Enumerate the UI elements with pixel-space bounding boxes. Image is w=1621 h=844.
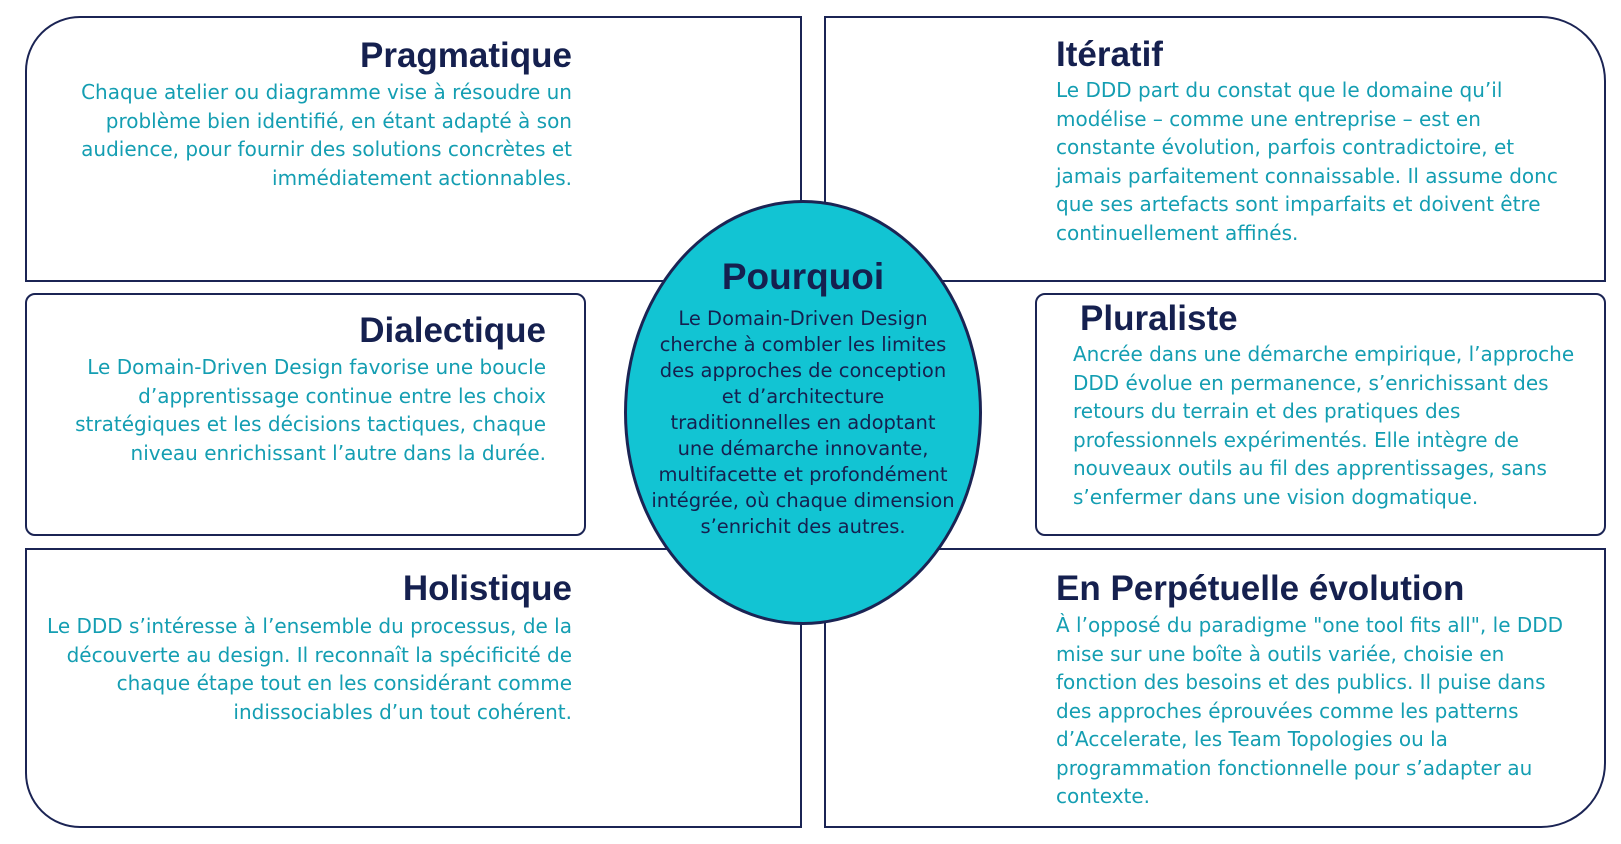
center-title: Pourquoi xyxy=(721,256,885,297)
dialectique-title: Dialectique xyxy=(359,311,546,350)
iteratif-text: Le DDD part du constat que le domaine qu’il modélise – comme une entreprise – est en constante évolution, parfois contradictoire, et jamais parfaitement connaissable. Il assume donc que ses artefacts sont imparfaits et doivent être continuellement affinés. xyxy=(1056,78,1558,245)
holistique-title: Holistique xyxy=(402,569,572,608)
dialectique-text: Le Domain-Driven Design favorise une boucle d’apprentissage continue entre les choix stratégiques et les décisions tactiques, chaque niveau enrichissant l’autre dans la durée. xyxy=(75,355,546,465)
perpetuelle-title: En Perpétuelle évolution xyxy=(1056,569,1465,608)
center-text: Le Domain-Driven Design cherche à combler les limites des approches de conception et d’architecture traditionnelles en adoptant une démarche innovante, multifacette et profondément intégrée, où chaque dimension s’enrichit des autres. xyxy=(651,307,955,538)
perpetuelle-text: À l’opposé du paradigme "one tool fits all", le DDD mise sur une boîte à outils variée, choisie en fonction des besoins et des publics. Il puise dans des approches éprouvées comme les patterns d’Accelerate, les Team Topologies ou la programmation fonctionnelle pour s’adapter au contexte. xyxy=(1056,613,1564,808)
pluraliste-title: Pluraliste xyxy=(1080,299,1238,338)
pragmatique-text: Chaque atelier ou diagramme vise à résoudre un problème bien identifié, en étant adapté à son audience, pour fournir des solutions concrètes et immédiatement actionnables. xyxy=(81,80,572,190)
holistique-text: Le DDD s’intéresse à l’ensemble du processus, de la découverte au design. Il reconnaît la spécificité de chaque étape tout en les considérant comme indissociables d’un tout cohérent. xyxy=(47,614,572,724)
pluraliste-text: Ancrée dans une démarche empirique, l’approche DDD évolue en permanence, s’enrichissant des retours du terrain et des pratiques des professionnels expérimentés. Elle intègre de nouveaux outils au fil des apprentissages, sans s’enfermer dans une vision dogmatique. xyxy=(1073,342,1575,509)
iteratif-title: Itératif xyxy=(1056,35,1163,74)
pragmatique-title: Pragmatique xyxy=(360,36,572,75)
